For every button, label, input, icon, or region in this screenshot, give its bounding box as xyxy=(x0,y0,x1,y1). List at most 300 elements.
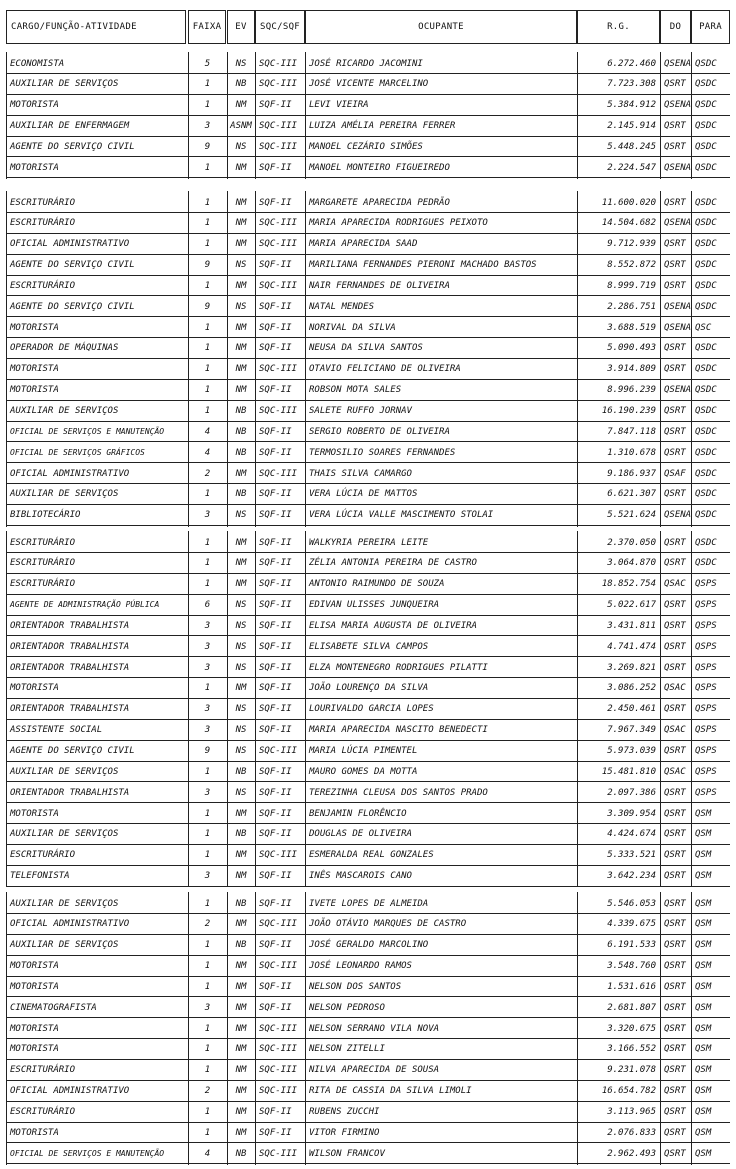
cell-faixa: 1 xyxy=(188,894,227,914)
cell-ev: NB xyxy=(227,825,255,845)
cell-do: QSRT xyxy=(660,256,691,276)
table-row xyxy=(6,575,730,597)
cell-para: QSM xyxy=(691,936,730,956)
cell-ev: NM xyxy=(227,804,255,824)
cell-ev: NM xyxy=(227,381,255,401)
cell-faixa: 3 xyxy=(188,637,227,657)
cell-sqc: SQC-III xyxy=(255,1144,305,1164)
cell-ev: NM xyxy=(227,360,255,380)
cell-ev: NM xyxy=(227,464,255,484)
cell-do: QSRT xyxy=(660,998,691,1018)
cell-rg: 7.847.118 xyxy=(577,422,660,442)
cell-sqc: SQF-II xyxy=(255,783,305,803)
cell-cargo: MOTORISTA xyxy=(6,804,188,824)
table-row xyxy=(6,977,730,999)
cell-para: QSDC xyxy=(691,339,730,359)
cell-ev: NS xyxy=(227,637,255,657)
table-row xyxy=(6,700,730,722)
table-row xyxy=(6,936,730,958)
cell-do: QSRT xyxy=(660,422,691,442)
cell-faixa: 1 xyxy=(188,936,227,956)
header-ev: EV xyxy=(227,10,255,44)
cell-rg: 7.723.308 xyxy=(577,75,660,95)
cell-ev: NS xyxy=(227,616,255,636)
cell-ocupante: LUIZA AMÉLIA PEREIRA FERRER xyxy=(305,117,577,137)
cell-para: QSDC xyxy=(691,554,730,574)
cell-rg: 2.681.807 xyxy=(577,998,660,1018)
table-row xyxy=(6,637,730,659)
table-row xyxy=(6,381,730,403)
table-row xyxy=(6,464,730,486)
cell-faixa: 1 xyxy=(188,1061,227,1081)
cell-para: QSM xyxy=(691,977,730,997)
cell-rg: 7.967.349 xyxy=(577,721,660,741)
cell-sqc: SQC-III xyxy=(255,276,305,296)
cell-ocupante: MANOEL CEZÁRIO SIMÕES xyxy=(305,137,577,157)
cell-cargo: ORIENTADOR TRABALHISTA xyxy=(6,783,188,803)
cell-sqc: SQF-II xyxy=(255,616,305,636)
cell-ocupante: MANOEL MONTEIRO FIGUEIREDO xyxy=(305,158,577,178)
cell-cargo: ECONOMISTA xyxy=(6,54,188,74)
cell-sqc: SQC-III xyxy=(255,402,305,422)
cell-faixa: 2 xyxy=(188,1082,227,1102)
cell-para: QSDC xyxy=(691,256,730,276)
cell-cargo: TELEFONISTA xyxy=(6,867,188,887)
cell-rg: 3.113.965 xyxy=(577,1103,660,1123)
cell-ev: NM xyxy=(227,846,255,866)
cell-cargo: ESCRITURÁRIO xyxy=(6,276,188,296)
header-sqc: SQC/SQF xyxy=(255,10,305,44)
cell-ev: NB xyxy=(227,485,255,505)
cell-sqc: SQC-III xyxy=(255,1040,305,1060)
cell-cargo: MOTORISTA xyxy=(6,381,188,401)
table-row xyxy=(6,846,730,868)
cell-para: QSM xyxy=(691,1144,730,1164)
cell-ev: NM xyxy=(227,1103,255,1123)
cell-ocupante: WALKYRIA PEREIRA LEITE xyxy=(305,533,577,553)
cell-ocupante: EDIVAN ULISSES JUNQUEIRA xyxy=(305,596,577,616)
table-row xyxy=(6,533,730,555)
cell-faixa: 3 xyxy=(188,117,227,137)
cell-ev: NM xyxy=(227,867,255,887)
cell-do: QSRT xyxy=(660,867,691,887)
cell-rg: 2.224.547 xyxy=(577,158,660,178)
cell-cargo: MOTORISTA xyxy=(6,1123,188,1143)
cell-ev: NM xyxy=(227,193,255,213)
cell-para: QSDC xyxy=(691,422,730,442)
cell-cargo: OFICIAL ADMINISTRATIVO xyxy=(6,464,188,484)
cell-ocupante: NAIR FERNANDES DE OLIVEIRA xyxy=(305,276,577,296)
cell-ev: NM xyxy=(227,318,255,338)
cell-ocupante: RUBENS ZUCCHI xyxy=(305,1103,577,1123)
cell-ev: NB xyxy=(227,422,255,442)
cell-rg: 18.852.754 xyxy=(577,575,660,595)
cell-rg: 9.712.939 xyxy=(577,235,660,255)
cell-sqc: SQF-II xyxy=(255,998,305,1018)
cell-rg: 5.448.245 xyxy=(577,137,660,157)
cell-faixa: 9 xyxy=(188,137,227,157)
cell-cargo: AUXILIAR DE SERVIÇOS xyxy=(6,762,188,782)
header-cargo: CARGO/FUNÇÃO-ATIVIDADE xyxy=(6,10,186,44)
table-row xyxy=(6,297,730,319)
cell-para: QSPS xyxy=(691,637,730,657)
cell-do: QSRT xyxy=(660,846,691,866)
cell-cargo: BIBLIOTECÁRIO xyxy=(6,506,188,526)
cell-sqc: SQC-III xyxy=(255,75,305,95)
cell-ocupante: LEVI VIEIRA xyxy=(305,96,577,116)
cell-do: QSRT xyxy=(660,700,691,720)
cell-ocupante: JOÃO LOURENÇO DA SILVA xyxy=(305,679,577,699)
cell-cargo: AGENTE DO SERVIÇO CIVIL xyxy=(6,742,188,762)
table-row xyxy=(6,825,730,847)
cell-faixa: 1 xyxy=(188,804,227,824)
cell-para: QSDC xyxy=(691,381,730,401)
cell-ocupante: JOSÉ VICENTE MARCELINO xyxy=(305,75,577,95)
cell-ocupante: INÊS MASCAROIS CANO xyxy=(305,867,577,887)
cell-para: QSM xyxy=(691,1061,730,1081)
cell-ev: NM xyxy=(227,1123,255,1143)
cell-rg: 3.086.252 xyxy=(577,679,660,699)
cell-cargo: ORIENTADOR TRABALHISTA xyxy=(6,637,188,657)
cell-do: QSRT xyxy=(660,637,691,657)
cell-ev: NM xyxy=(227,533,255,553)
cell-sqc: SQF-II xyxy=(255,1103,305,1123)
cell-faixa: 3 xyxy=(188,700,227,720)
cell-cargo: ESCRITURÁRIO xyxy=(6,533,188,553)
cell-ev: NS xyxy=(227,742,255,762)
cell-ocupante: SERGIO ROBERTO DE OLIVEIRA xyxy=(305,422,577,442)
cell-para: QSM xyxy=(691,1040,730,1060)
cell-para: QSPS xyxy=(691,658,730,678)
cell-do: QSRT xyxy=(660,616,691,636)
cell-ocupante: BENJAMIN FLORÊNCIO xyxy=(305,804,577,824)
cell-para: QSDC xyxy=(691,276,730,296)
cell-do: QSRT xyxy=(660,1103,691,1123)
cell-ocupante: JOSÉ RICARDO JACOMINI xyxy=(305,54,577,74)
table-row xyxy=(6,360,730,382)
cell-para: QSDC xyxy=(691,117,730,137)
cell-cargo: AGENTE DO SERVIÇO CIVIL xyxy=(6,137,188,157)
cell-para: QSDC xyxy=(691,506,730,526)
cell-para: QSDC xyxy=(691,96,730,116)
cell-ocupante: MAURO GOMES DA MOTTA xyxy=(305,762,577,782)
cell-cargo: OFICIAL ADMINISTRATIVO xyxy=(6,1082,188,1102)
cell-para: QSPS xyxy=(691,742,730,762)
cell-cargo: ORIENTADOR TRABALHISTA xyxy=(6,658,188,678)
cell-ev: NB xyxy=(227,402,255,422)
cell-sqc: SQC-III xyxy=(255,117,305,137)
cell-sqc: SQF-II xyxy=(255,506,305,526)
cell-ev: NS xyxy=(227,596,255,616)
cell-faixa: 1 xyxy=(188,96,227,116)
cell-do: QSAC xyxy=(660,721,691,741)
cell-faixa: 3 xyxy=(188,867,227,887)
cell-ocupante: NILVA APARECIDA DE SOUSA xyxy=(305,1061,577,1081)
cell-ocupante: MARGARETE APARECIDA PEDRÃO xyxy=(305,193,577,213)
cell-ev: NS xyxy=(227,506,255,526)
cell-para: QSPS xyxy=(691,783,730,803)
cell-faixa: 4 xyxy=(188,1144,227,1164)
cell-faixa: 1 xyxy=(188,554,227,574)
cell-sqc: SQF-II xyxy=(255,596,305,616)
cell-do: QSRT xyxy=(660,402,691,422)
cell-para: QSPS xyxy=(691,575,730,595)
cell-ev: NM xyxy=(227,915,255,935)
cell-ev: NM xyxy=(227,1082,255,1102)
cell-para: QSM xyxy=(691,825,730,845)
table-row xyxy=(6,957,730,979)
cell-rg: 1.310.678 xyxy=(577,443,660,463)
cell-rg: 3.914.809 xyxy=(577,360,660,380)
cell-cargo: ORIENTADOR TRABALHISTA xyxy=(6,700,188,720)
cell-faixa: 3 xyxy=(188,783,227,803)
cell-sqc: SQF-II xyxy=(255,256,305,276)
cell-do: QSRT xyxy=(660,915,691,935)
cell-para: QSM xyxy=(691,867,730,887)
table-row xyxy=(6,616,730,638)
cell-para: QSDC xyxy=(691,360,730,380)
cell-rg: 2.145.914 xyxy=(577,117,660,137)
cell-cargo: ESCRITURÁRIO xyxy=(6,554,188,574)
cell-cargo: MOTORISTA xyxy=(6,1019,188,1039)
cell-do: QSRT xyxy=(660,957,691,977)
table-row xyxy=(6,1103,730,1125)
cell-ev: ASNM xyxy=(227,117,255,137)
cell-rg: 4.424.674 xyxy=(577,825,660,845)
cell-cargo: ESCRITURÁRIO xyxy=(6,214,188,234)
cell-do: QSAC xyxy=(660,762,691,782)
cell-ocupante: JOSÉ GERALDO MARCOLINO xyxy=(305,936,577,956)
cell-sqc: SQC-III xyxy=(255,846,305,866)
cell-cargo: AUXILIAR DE SERVIÇOS xyxy=(6,485,188,505)
cell-faixa: 3 xyxy=(188,616,227,636)
cell-ev: NS xyxy=(227,658,255,678)
cell-ocupante: NEUSA DA SILVA SANTOS xyxy=(305,339,577,359)
cell-sqc: SQC-III xyxy=(255,1082,305,1102)
cell-faixa: 1 xyxy=(188,1019,227,1039)
cell-sqc: SQF-II xyxy=(255,554,305,574)
cell-faixa: 1 xyxy=(188,1040,227,1060)
cell-do: QSRT xyxy=(660,1144,691,1164)
cell-do: QSRT xyxy=(660,936,691,956)
cell-sqc: SQC-III xyxy=(255,214,305,234)
cell-cargo: ESCRITURÁRIO xyxy=(6,575,188,595)
table-row xyxy=(6,422,730,444)
cell-do: QSRT xyxy=(660,75,691,95)
table-row xyxy=(6,1040,730,1062)
cell-faixa: 1 xyxy=(188,825,227,845)
cell-rg: 8.996.239 xyxy=(577,381,660,401)
cell-cargo: AUXILIAR DE ENFERMAGEM xyxy=(6,117,188,137)
cell-cargo: ESCRITURÁRIO xyxy=(6,193,188,213)
cell-faixa: 1 xyxy=(188,158,227,178)
cell-do: QSRT xyxy=(660,276,691,296)
cell-para: QSDC xyxy=(691,485,730,505)
cell-ev: NM xyxy=(227,575,255,595)
table-row xyxy=(6,804,730,826)
cell-rg: 2.962.493 xyxy=(577,1144,660,1164)
cell-rg: 4.741.474 xyxy=(577,637,660,657)
cell-sqc: SQF-II xyxy=(255,381,305,401)
cell-faixa: 1 xyxy=(188,679,227,699)
cell-rg: 5.973.039 xyxy=(577,742,660,762)
cell-cargo: AGENTE DE ADMINISTRAÇÃO PÚBLICA xyxy=(6,596,188,616)
cell-rg: 3.166.552 xyxy=(577,1040,660,1060)
cell-rg: 6.191.533 xyxy=(577,936,660,956)
cell-para: QSM xyxy=(691,1123,730,1143)
cell-do: QSRT xyxy=(660,193,691,213)
cell-sqc: SQF-II xyxy=(255,96,305,116)
cell-sqc: SQF-II xyxy=(255,825,305,845)
table-row xyxy=(6,96,730,118)
cell-ev: NM xyxy=(227,1061,255,1081)
cell-ocupante: ELISABETE SILVA CAMPOS xyxy=(305,637,577,657)
cell-sqc: SQC-III xyxy=(255,54,305,74)
cell-para: QSDC xyxy=(691,297,730,317)
cell-sqc: SQF-II xyxy=(255,658,305,678)
cell-cargo: ESCRITURÁRIO xyxy=(6,846,188,866)
cell-rg: 4.339.675 xyxy=(577,915,660,935)
cell-para: QSPS xyxy=(691,721,730,741)
cell-do: QSAC xyxy=(660,575,691,595)
cell-para: QSM xyxy=(691,915,730,935)
cell-do: QSENA xyxy=(660,297,691,317)
cell-ocupante: MARIA LÚCIA PIMENTEL xyxy=(305,742,577,762)
cell-faixa: 1 xyxy=(188,360,227,380)
cell-cargo: MOTORISTA xyxy=(6,1040,188,1060)
cell-para: QSPS xyxy=(691,616,730,636)
cell-rg: 16.654.782 xyxy=(577,1082,660,1102)
cell-cargo: CINEMATOGRAFISTA xyxy=(6,998,188,1018)
cell-cargo: AUXILIAR DE SERVIÇOS xyxy=(6,402,188,422)
cell-faixa: 2 xyxy=(188,915,227,935)
cell-ocupante: OTAVIO FELICIANO DE OLIVEIRA xyxy=(305,360,577,380)
cell-sqc: SQF-II xyxy=(255,1123,305,1143)
cell-para: QSDC xyxy=(691,193,730,213)
cell-ocupante: MARILIANA FERNANDES PIERONI MACHADO BASTOS xyxy=(305,256,577,276)
cell-sqc: SQC-III xyxy=(255,1019,305,1039)
cell-ocupante: MARIA APARECIDA NASCITO BENEDECTI xyxy=(305,721,577,741)
cell-rg: 3.642.234 xyxy=(577,867,660,887)
table-row xyxy=(6,742,730,764)
cell-cargo: ASSISTENTE SOCIAL xyxy=(6,721,188,741)
cell-faixa: 9 xyxy=(188,297,227,317)
cell-cargo: ESCRITURÁRIO xyxy=(6,1061,188,1081)
cell-rg: 11.600.020 xyxy=(577,193,660,213)
cell-para: QSPS xyxy=(691,762,730,782)
cell-faixa: 1 xyxy=(188,1123,227,1143)
cell-sqc: SQF-II xyxy=(255,485,305,505)
cell-para: QSDC xyxy=(691,75,730,95)
cell-sqc: SQF-II xyxy=(255,158,305,178)
cell-cargo: MOTORISTA xyxy=(6,158,188,178)
cell-faixa: 1 xyxy=(188,485,227,505)
cell-faixa: 2 xyxy=(188,464,227,484)
cell-faixa: 4 xyxy=(188,443,227,463)
cell-sqc: SQF-II xyxy=(255,575,305,595)
cell-ev: NS xyxy=(227,783,255,803)
cell-faixa: 9 xyxy=(188,742,227,762)
cell-para: QSPS xyxy=(691,700,730,720)
cell-rg: 2.450.461 xyxy=(577,700,660,720)
table-row xyxy=(6,1082,730,1104)
cell-ev: NM xyxy=(227,339,255,359)
table-row xyxy=(6,193,730,215)
cell-sqc: SQC-III xyxy=(255,915,305,935)
cell-cargo: MOTORISTA xyxy=(6,977,188,997)
cell-ev: NS xyxy=(227,54,255,74)
table-row xyxy=(6,318,730,340)
cell-para: QSM xyxy=(691,804,730,824)
cell-sqc: SQF-II xyxy=(255,679,305,699)
table-row xyxy=(6,1019,730,1041)
header-rg: R.G. xyxy=(577,10,660,44)
cell-ocupante: NELSON DOS SANTOS xyxy=(305,977,577,997)
cell-do: QSENA xyxy=(660,96,691,116)
cell-cargo: AUXILIAR DE SERVIÇOS xyxy=(6,75,188,95)
table-row xyxy=(6,762,730,784)
cell-do: QSENA xyxy=(660,318,691,338)
cell-do: QSENA xyxy=(660,381,691,401)
cell-ocupante: VERA LÚCIA DE MATTOS xyxy=(305,485,577,505)
table-row xyxy=(6,117,730,139)
cell-do: QSRT xyxy=(660,443,691,463)
cell-sqc: SQF-II xyxy=(255,637,305,657)
cell-para: QSPS xyxy=(691,679,730,699)
cell-para: QSM xyxy=(691,846,730,866)
cell-sqc: SQF-II xyxy=(255,762,305,782)
table-row xyxy=(6,1144,730,1166)
cell-cargo: AGENTE DO SERVIÇO CIVIL xyxy=(6,297,188,317)
cell-ocupante: VITOR FIRMINO xyxy=(305,1123,577,1143)
cell-sqc: SQC-III xyxy=(255,235,305,255)
cell-ev: NM xyxy=(227,1040,255,1060)
cell-cargo: ORIENTADOR TRABALHISTA xyxy=(6,616,188,636)
cell-do: QSRT xyxy=(660,533,691,553)
cell-para: QSC xyxy=(691,318,730,338)
cell-para: QSM xyxy=(691,894,730,914)
cell-ocupante: NELSON PEDROSO xyxy=(305,998,577,1018)
table-row xyxy=(6,402,730,424)
cell-faixa: 3 xyxy=(188,506,227,526)
cell-cargo: MOTORISTA xyxy=(6,679,188,699)
cell-para: QSM xyxy=(691,1019,730,1039)
table-row xyxy=(6,1061,730,1083)
cell-rg: 6.272.460 xyxy=(577,54,660,74)
cell-do: QSRT xyxy=(660,554,691,574)
cell-cargo: MOTORISTA xyxy=(6,96,188,116)
cell-ev: NB xyxy=(227,75,255,95)
table-row xyxy=(6,54,730,76)
cell-rg: 2.076.833 xyxy=(577,1123,660,1143)
cell-ocupante: ROBSON MOTA SALES xyxy=(305,381,577,401)
table-row xyxy=(6,867,730,889)
cell-do: QSRT xyxy=(660,658,691,678)
cell-faixa: 1 xyxy=(188,276,227,296)
cell-do: QSRT xyxy=(660,894,691,914)
cell-ev: NM xyxy=(227,679,255,699)
cell-do: QSENA xyxy=(660,214,691,234)
table-row xyxy=(6,276,730,298)
cell-ocupante: TERMOSILIO SOARES FERNANDES xyxy=(305,443,577,463)
cell-ocupante: RITA DE CASSIA DA SILVA LIMOLI xyxy=(305,1082,577,1102)
cell-sqc: SQF-II xyxy=(255,936,305,956)
cell-cargo: AUXILIAR DE SERVIÇOS xyxy=(6,936,188,956)
cell-rg: 3.269.821 xyxy=(577,658,660,678)
cell-sqc: SQF-II xyxy=(255,339,305,359)
table-row xyxy=(6,721,730,743)
cell-faixa: 1 xyxy=(188,977,227,997)
